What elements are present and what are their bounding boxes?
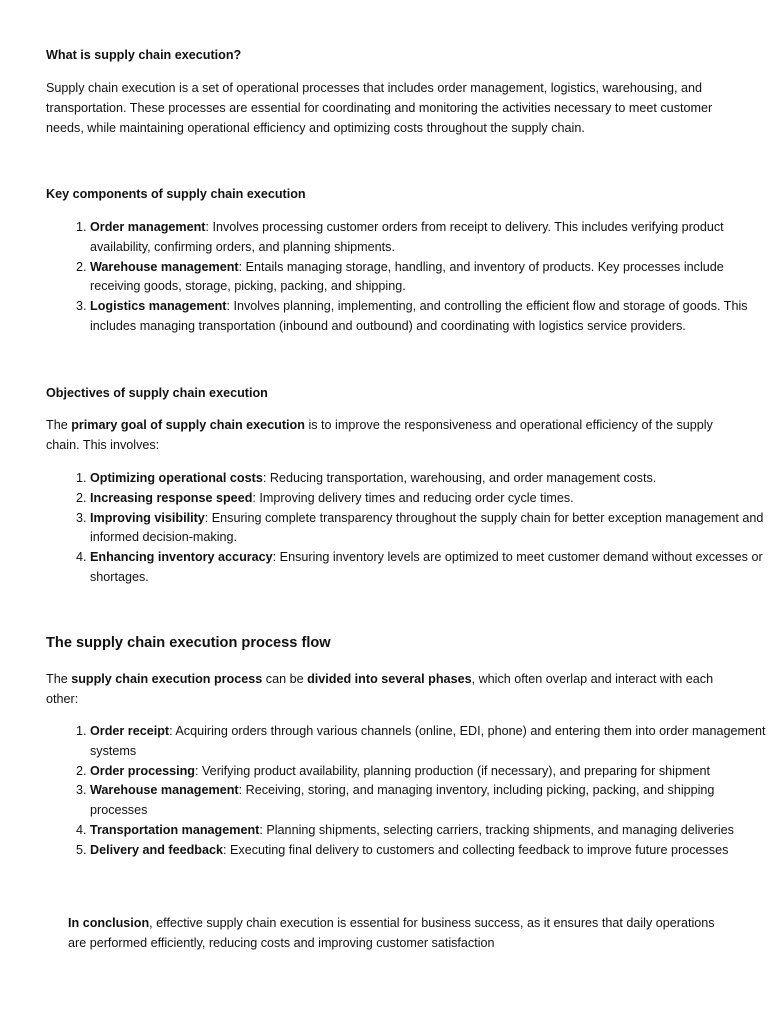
list-item xyxy=(90,821,768,841)
list-item xyxy=(90,548,768,588)
item-term: Delivery and feedback xyxy=(90,842,223,857)
item-text: : Acquiring orders through various channels (online, EDI, phone) and entering them into order management systems xyxy=(90,724,766,758)
item-text: : Ensuring complete transparency throughout the supply chain for better exception management and informed decision-making. xyxy=(90,510,764,545)
item-term: Increasing response speed xyxy=(90,490,253,505)
intro-mid: can be xyxy=(262,672,308,686)
paragraph-objectives-intro xyxy=(46,416,726,456)
list-item xyxy=(90,469,768,489)
heading-key-components: Key components of supply chain execution xyxy=(46,187,306,201)
conclusion-text: , effective supply chain execution is essential for business success, as it ensures that daily operations are performed efficiently, reducing costs and improving customer satisfaction xyxy=(68,916,715,950)
item-term: Warehouse management xyxy=(90,259,239,274)
item-term: Enhancing inventory accuracy xyxy=(90,550,273,565)
item-text: : Involves processing customer orders from receipt to delivery. This includes verifying product availability, confirming orders, and planning shipments. xyxy=(90,220,724,254)
list-item xyxy=(90,297,768,337)
item-term: Order processing xyxy=(90,763,195,778)
item-term: Transportation management xyxy=(90,822,260,837)
item-term: Order management xyxy=(90,220,206,234)
item-text: : Improving delivery times and reducing order cycle times. xyxy=(252,490,574,505)
item-term: Warehouse management xyxy=(90,783,239,798)
intro-pre: The xyxy=(46,672,72,686)
list-process-phases xyxy=(46,722,768,861)
item-text: : Executing final delivery to customers and collecting feedback to improve future processes xyxy=(223,842,729,857)
intro-bold-phases: divided into several phases xyxy=(307,672,472,686)
conclusion-bold: In conclusion xyxy=(68,916,150,930)
list-key-components xyxy=(46,218,768,337)
item-term: Optimizing operational costs xyxy=(90,471,263,485)
item-text: : Planning shipments, selecting carriers, tracking shipments, and managing deliveries xyxy=(259,822,734,837)
intro-pre: The xyxy=(46,418,72,432)
item-term: Logistics management xyxy=(90,299,227,314)
intro-post: is to improve the responsiveness and operational efficiency of the supply chain. This involves: xyxy=(46,418,713,452)
item-text: : Entails managing storage, handling, and inventory of products. Key processes include receiving goods, storage, picking, packing, and shipping. xyxy=(90,259,724,294)
heading-process-flow: The supply chain execution process flow xyxy=(46,635,331,651)
item-text: : Involves planning, implementing, and controlling the efficient flow and storage of goods. This includes managing transportation (inbound and outbound) and coordinating with logistics service providers. xyxy=(90,299,748,333)
item-term: Improving visibility xyxy=(90,510,205,525)
list-item xyxy=(90,781,768,821)
list-item xyxy=(90,762,768,782)
list-objectives xyxy=(46,469,768,588)
paragraph-definition: Supply chain execution is a set of operational processes that includes order management, logistics, warehousing, and transportation. These processes are essential for coordinating and monitoring the activities necessary to meet customer needs, while maintaining operational efficiency and optimizing costs throughout the supply chain. xyxy=(46,81,713,135)
list-item xyxy=(90,722,768,762)
item-text: : Ensuring inventory levels are optimized to meet customer demand without excesses or shortages. xyxy=(90,550,763,584)
intro-bold-process: supply chain execution process xyxy=(71,672,263,686)
item-text: : Receiving, storing, and managing inventory, including picking, packing, and shipping processes xyxy=(90,783,715,818)
heading-what-is: What is supply chain execution? xyxy=(46,48,242,62)
list-item xyxy=(90,218,768,258)
list-item xyxy=(90,258,768,298)
item-term: Order receipt xyxy=(90,724,170,738)
list-item xyxy=(90,509,768,549)
intro-post: , which often overlap and interact with each other: xyxy=(46,672,714,706)
list-item xyxy=(90,489,768,509)
list-item xyxy=(90,841,768,861)
heading-objectives: Objectives of supply chain execution xyxy=(46,386,268,400)
paragraph-conclusion xyxy=(68,914,728,954)
paragraph-process-intro xyxy=(46,670,726,710)
intro-bold: primary goal of supply chain execution xyxy=(71,418,305,432)
item-text: : Reducing transportation, warehousing, and order management costs. xyxy=(262,471,657,485)
item-text: : Verifying product availability, planning production (if necessary), and preparing for shipment xyxy=(194,763,710,778)
